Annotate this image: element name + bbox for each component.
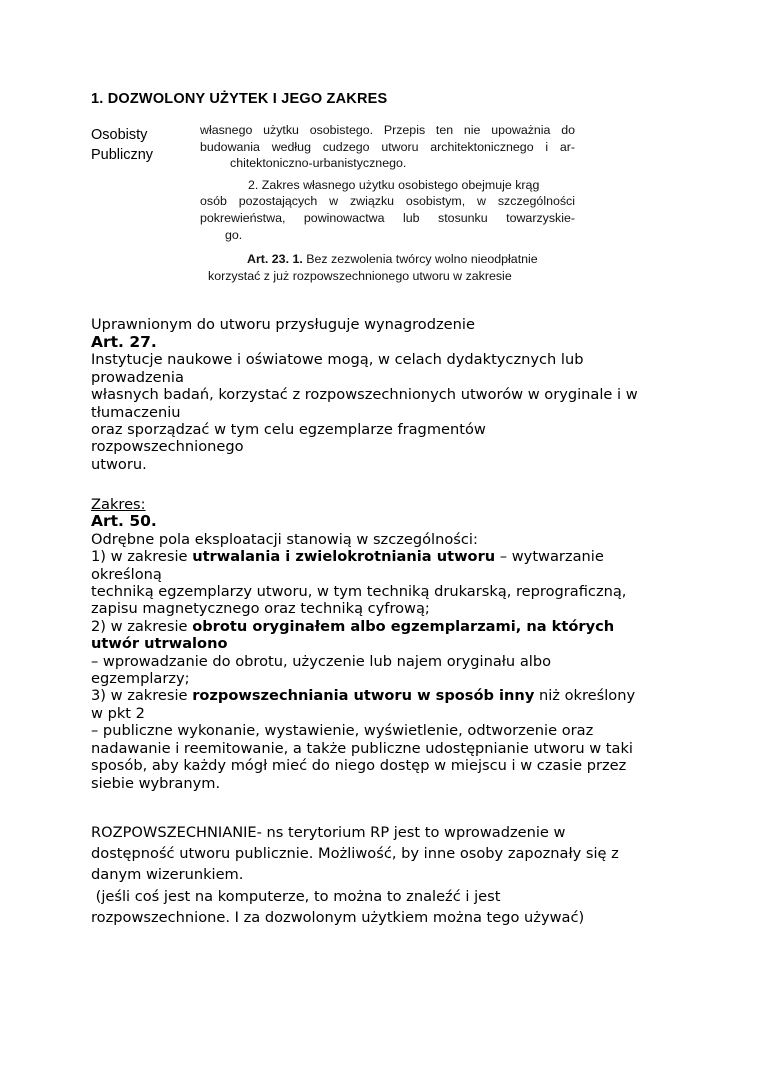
- article-line: rozpowszechnionego: [91, 438, 244, 456]
- scan-art-text: Bez zezwolenia twórcy wolno nieodpłatnie: [306, 252, 538, 267]
- article-line: oraz sporządzać w tym celu egzemplarze fragmentów: [91, 421, 486, 439]
- article-line: w pkt 2: [91, 704, 145, 722]
- article-line: Instytucje naukowe i oświatowe mogą, w celach dydaktycznych lub: [91, 351, 584, 369]
- scanned-law-excerpt: [200, 122, 575, 285]
- article-line: – wprowadzanie do obrotu, użyczenie lub najem oryginału albo: [91, 652, 552, 670]
- zakres-label: Zakres:: [91, 496, 146, 513]
- article-27-title: Art. 27.: [91, 333, 157, 351]
- point-1-prefix: 1) w zakresie: [91, 548, 193, 566]
- article-line: zapisu magnetycznego oraz techniką cyfrową;: [91, 600, 430, 618]
- scan-art-line-2: korzystać z już rozpowszechnionego utworu w zakresie: [208, 269, 512, 284]
- label-osobisty: Osobisty: [91, 127, 148, 143]
- paragraph-line: dostępność utworu publicznie. Możliwość, by inne osoby zapoznały się z: [91, 845, 619, 863]
- article-50-title: Art. 50.: [91, 512, 157, 531]
- article-line: nadawanie i reemitowanie, a także publiczne udostępnianie utworu w taki: [91, 739, 633, 757]
- article-line: egzemplarzy;: [91, 670, 190, 688]
- paragraph-line: (jeśli coś jest na komputerze, to można to znaleźć i jest: [91, 887, 501, 905]
- article-line: tłumaczeniu: [91, 403, 181, 421]
- scan-line: pokrewieństwa, powinowactwa lub stosunku towarzyskie-: [200, 210, 575, 225]
- article-line: siebie wybranym.: [91, 774, 221, 792]
- section-heading: 1. DOZWOLONY UŻYTEK I JEGO ZAKRES: [91, 91, 388, 107]
- scan-line: 2. Zakres własnego użytku osobistego obejmuje krąg: [248, 177, 540, 192]
- scan-line: własnego użytku osobistego. Przepis ten nie upoważnia do: [200, 123, 575, 137]
- scan-art-number: Art. 23. 1.: [247, 252, 303, 267]
- article-line: – publiczne wykonanie, wystawienie, wyświetlenie, odtworzenie oraz: [91, 722, 594, 740]
- article-line: prowadzenia: [91, 368, 184, 386]
- point-3-bold: rozpowszechniania utworu w sposób inny: [192, 687, 535, 705]
- point-1-suffix: – wytwarzanie: [495, 548, 604, 566]
- point-3: [91, 687, 691, 704]
- article-line: sposób, aby każdy mógł mieć do niego dostęp w miejscu i w czasie przez: [91, 757, 627, 775]
- article-50: [91, 496, 691, 792]
- point-2: [91, 618, 691, 635]
- point-2-prefix: 2) w zakresie: [91, 617, 193, 635]
- paragraph-line: danym wizerunkiem.: [91, 866, 244, 884]
- article-50-intro: Odrębne pola eksploatacji stanowią w szczególności:: [91, 530, 478, 548]
- label-publiczny: Publiczny: [91, 147, 154, 163]
- article-line: utworu.: [91, 455, 147, 473]
- paragraph-line: rozpowszechnione. I za dozwolonym użytkiem można tego używać): [91, 908, 585, 926]
- article-27: [91, 334, 691, 473]
- scan-line: chitektoniczno-urbanistycznego.: [230, 156, 407, 171]
- point-1-bold: utrwalania i zwielokrotniania utworu: [192, 548, 496, 566]
- scan-line: go.: [225, 227, 243, 242]
- point-3-prefix: 3) w zakresie: [91, 687, 193, 705]
- point-2-bold-cont: [91, 635, 691, 652]
- scan-line: osób pozostających w związku osobistym, w szczególności: [200, 194, 575, 209]
- scan-art-line: [200, 251, 575, 268]
- article-line: określoną: [91, 565, 162, 583]
- point-2-bold: obrotu oryginałem albo egzemplarzami, na których: [192, 617, 615, 635]
- point-3-suffix: niż określony: [534, 687, 636, 705]
- distribution-paragraph: [91, 822, 691, 928]
- scan-line: budowania według cudzego utworu architektonicznego i ar-: [200, 139, 575, 154]
- point-2-bold-2: utwór utrwalono: [91, 635, 228, 653]
- article-line: techniką egzemplarzy utworu, w tym techniką drukarską, reprograficzną,: [91, 583, 627, 601]
- paragraph-line: ROZPOWSZECHNIANIE- ns terytorium RP jest to wprowadzenie w: [91, 824, 566, 841]
- article-line: własnych badań, korzystać z rozpowszechnionych utworów w oryginale i w: [91, 386, 638, 404]
- point-1: [91, 548, 691, 565]
- remuneration-line: Uprawnionym do utworu przysługuje wynagrodzenie: [91, 316, 475, 333]
